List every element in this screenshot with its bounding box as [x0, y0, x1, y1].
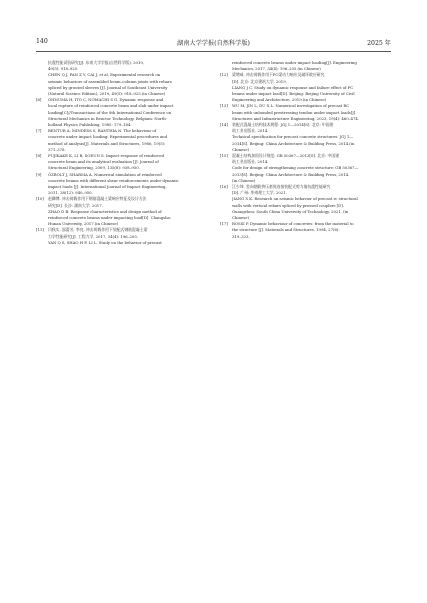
- reference-line: Structural Engineering, 2009, 135(8): 938–950.: [48, 165, 140, 171]
- reference-line: local rupture of reinforced concrete beam and slab under impact: [48, 103, 174, 109]
- reference-entry: [220, 72, 392, 103]
- reference-line: 闫秋实, 邵蕾芳, 李亮. 冲击荷载作用下装配式钢筋混凝土梁: [48, 227, 148, 233]
- reference-line: Hunan University, 2017.(in Chinese): [48, 221, 119, 227]
- reference-line: [D]. 北京: 北京建筑大学, 2019.: [232, 78, 287, 84]
- reference-line: beams under impact load[D]. Beijing: Beijing University of Civil: [232, 91, 355, 97]
- reference-line: 筑工业出版社, 2014.: [232, 159, 269, 165]
- reference-number: [14]: [220, 122, 228, 128]
- reference-line: ROSSI P. Dynamic behaviour of concretes: from the material to: [232, 221, 354, 227]
- reference-line: 筑工业出版社, 2014.: [232, 128, 269, 134]
- reference-line: Mechanics, 2017, 34(4): 196–205.(in Chinese): [232, 66, 321, 72]
- reference-entry: [220, 184, 392, 221]
- reference-entry: [36, 227, 206, 246]
- reference-line: seismic behaviors of assembled beam–column joints with rebars: [48, 78, 172, 84]
- reference-line: beam with unbonded prestressing tendon under impact loads[J].: [232, 109, 357, 115]
- reference-number: [6]: [36, 97, 42, 103]
- reference-line: FUJIKAKE K, LI B, SOEUN S. Impact response of reinforced: [48, 153, 164, 159]
- reference-number: [13]: [220, 103, 228, 109]
- reference-line: 赵卿博. 冲击荷载作用下钢筋混凝土梁响应特征及设计方法: [48, 196, 147, 202]
- reference-line: ÖZBOLT J, SHARMA A. Numerical simulation of reinforced: [48, 171, 162, 177]
- reference-line: 混凝土结构加固设计规范: GB 50367—2013[S]. 北京: 中国建: [232, 153, 339, 159]
- reference-entry: [220, 122, 392, 153]
- journal-title: 湖南大学学报(自然科学版): [177, 40, 250, 47]
- reference-number: [7]: [36, 128, 42, 134]
- reference-entry: [36, 97, 206, 128]
- reference-line: concrete beams with different shear reinforcements under dynamic: [48, 177, 179, 183]
- reference-line: 2014[S]. Beijing: China Architecture & Building Press, 2014.(in: [232, 140, 355, 146]
- reference-line: Structures and Infrastructure Engineering, 2023, 19(4): 460–474.: [232, 115, 360, 121]
- running-header: [36, 38, 391, 50]
- reference-line: WU M, JIN L, DU X L. Numerical investigation of precast RC: [232, 103, 350, 109]
- reference-entry: [36, 60, 206, 97]
- reference-line: 49(5): 918–925.: [48, 66, 79, 72]
- reference-line: 梁增威. 冲击荷载作用下PC梁动力响应及破坏败应研究: [232, 72, 325, 78]
- reference-line: concrete beam and its analytical evaluation [J]. Journal of: [48, 159, 159, 165]
- reference-line: 319–323.: [232, 233, 250, 239]
- reference-line: [D]. 广州: 华南理工大学, 2021.: [232, 190, 287, 196]
- reference-entry: [36, 153, 206, 172]
- reference-line: Code for design of strengthening concrete structure: GB 50367—: [232, 165, 359, 171]
- reference-line: JIANG S K. Research on seismic behavior of precast rc structural: [232, 196, 358, 202]
- reference-line: the structure [J]. Materials and Structures, 1994, 27(6):: [232, 227, 340, 233]
- reference-line: ZHAO D B. Response characteristics and design method of: [48, 208, 162, 214]
- header-rule: [36, 51, 391, 52]
- reference-entry: [220, 153, 392, 184]
- references-right-column: [220, 60, 392, 240]
- reference-line: 力学性能研究[J]. 工程力学, 2017, 34(4): 196–205.: [48, 233, 138, 239]
- reference-line: holland Physics Publishing, 1985: 179–184.: [48, 122, 132, 128]
- reference-number: [15]: [220, 153, 228, 159]
- reference-line: 2011, 38(12): 940–950.: [48, 190, 93, 196]
- reference-line: 抗震性能试验研究[J]. 东南大学学报(自然科学版), 2019,: [48, 60, 144, 65]
- reference-line: Engineering and Architecture, 2019.(in Chinese): [232, 97, 327, 103]
- reference-line: YAN Q S, SHAO H F, LI L. Study on the behavior of precast: [48, 239, 162, 245]
- reference-line: 装配式混凝土结构技术规程: JGJ 1—2014[S]. 北京: 中国建: [232, 122, 334, 128]
- reference-line: reinforced concrete beams under impact loading[J]. Engineering: [232, 60, 357, 65]
- reference-number: [8]: [36, 153, 42, 159]
- reference-number: [17]: [220, 221, 228, 227]
- reference-number: [9]: [36, 171, 42, 177]
- reference-entry: [36, 172, 206, 197]
- reference-line: concrete under impact loading: Experimental procedures and: [48, 134, 168, 140]
- reference-entry: [220, 60, 392, 72]
- reference-line: OHNUMA H, ITO C, NOMACHI S G. Dynamic response and: [48, 97, 164, 103]
- publication-year: 2025 年: [367, 40, 391, 47]
- reference-line: 江少坤. 竖向钢筋挤压套筒连接装配式剪力墙抗震性能研究: [232, 184, 331, 190]
- reference-line: 研究[D]. 长沙: 湖南大学, 2017.: [48, 202, 103, 208]
- reference-line: 371–378.: [48, 146, 66, 152]
- reference-line: method of analysis[J]. Materials and Structures, 1986, 19(5):: [48, 140, 166, 146]
- reference-number: [11]: [36, 227, 44, 233]
- reference-line: Structural Mechanics in Reactor Technology. Belgium: North-: [48, 115, 167, 121]
- reference-line: Chinese): [232, 146, 249, 152]
- reference-entry: [220, 103, 392, 122]
- reference-entry: [220, 221, 392, 240]
- reference-line: (Natural Science Edition), 2019, 49(5): 918–925.(in Chinese): [48, 91, 166, 97]
- reference-entry: [36, 128, 206, 153]
- reference-number: [12]: [220, 72, 228, 78]
- references-left-column: [36, 60, 206, 246]
- reference-line: (in Chinese): [232, 177, 256, 183]
- reference-line: impact loads [J]. International Journal of Impact Engineering,: [48, 184, 167, 190]
- reference-line: BENTUR A, MINDESS S, BANTHIA N. The behaviour of: [48, 128, 157, 134]
- reference-number: [10]: [36, 196, 44, 202]
- reference-number: [16]: [220, 184, 228, 190]
- reference-line: reinforced concrete beams under impacting load[D]. Changsha:: [48, 215, 172, 221]
- reference-line: walls with vertical rebars spliced by pressed couplers [D].: [232, 202, 344, 208]
- reference-line: loading[C]//Transactions of the 8th International Conference on: [48, 109, 172, 115]
- reference-line: spliced by grouted sleeves [J]. Journal of Southeast University: [48, 84, 168, 90]
- reference-line: Guangzhou: South China University of Technology, 2021. (in: [232, 208, 349, 214]
- reference-line: Technical specification for precast concrete structures: JGJ 1—: [232, 134, 354, 140]
- reference-line: LIANG J C. Study on dynamic response and failure effect of PC: [232, 84, 354, 90]
- reference-entry: [36, 196, 206, 227]
- page-number: 140: [36, 38, 48, 45]
- reference-line: CHEN Q J, PAN Z Y, CAI J, et al. Experimental research on: [48, 72, 161, 78]
- reference-line: 2013[S]. Beijing: China Architecture & Building Press, 2014.: [232, 171, 350, 177]
- reference-line: Chinese): [232, 215, 249, 221]
